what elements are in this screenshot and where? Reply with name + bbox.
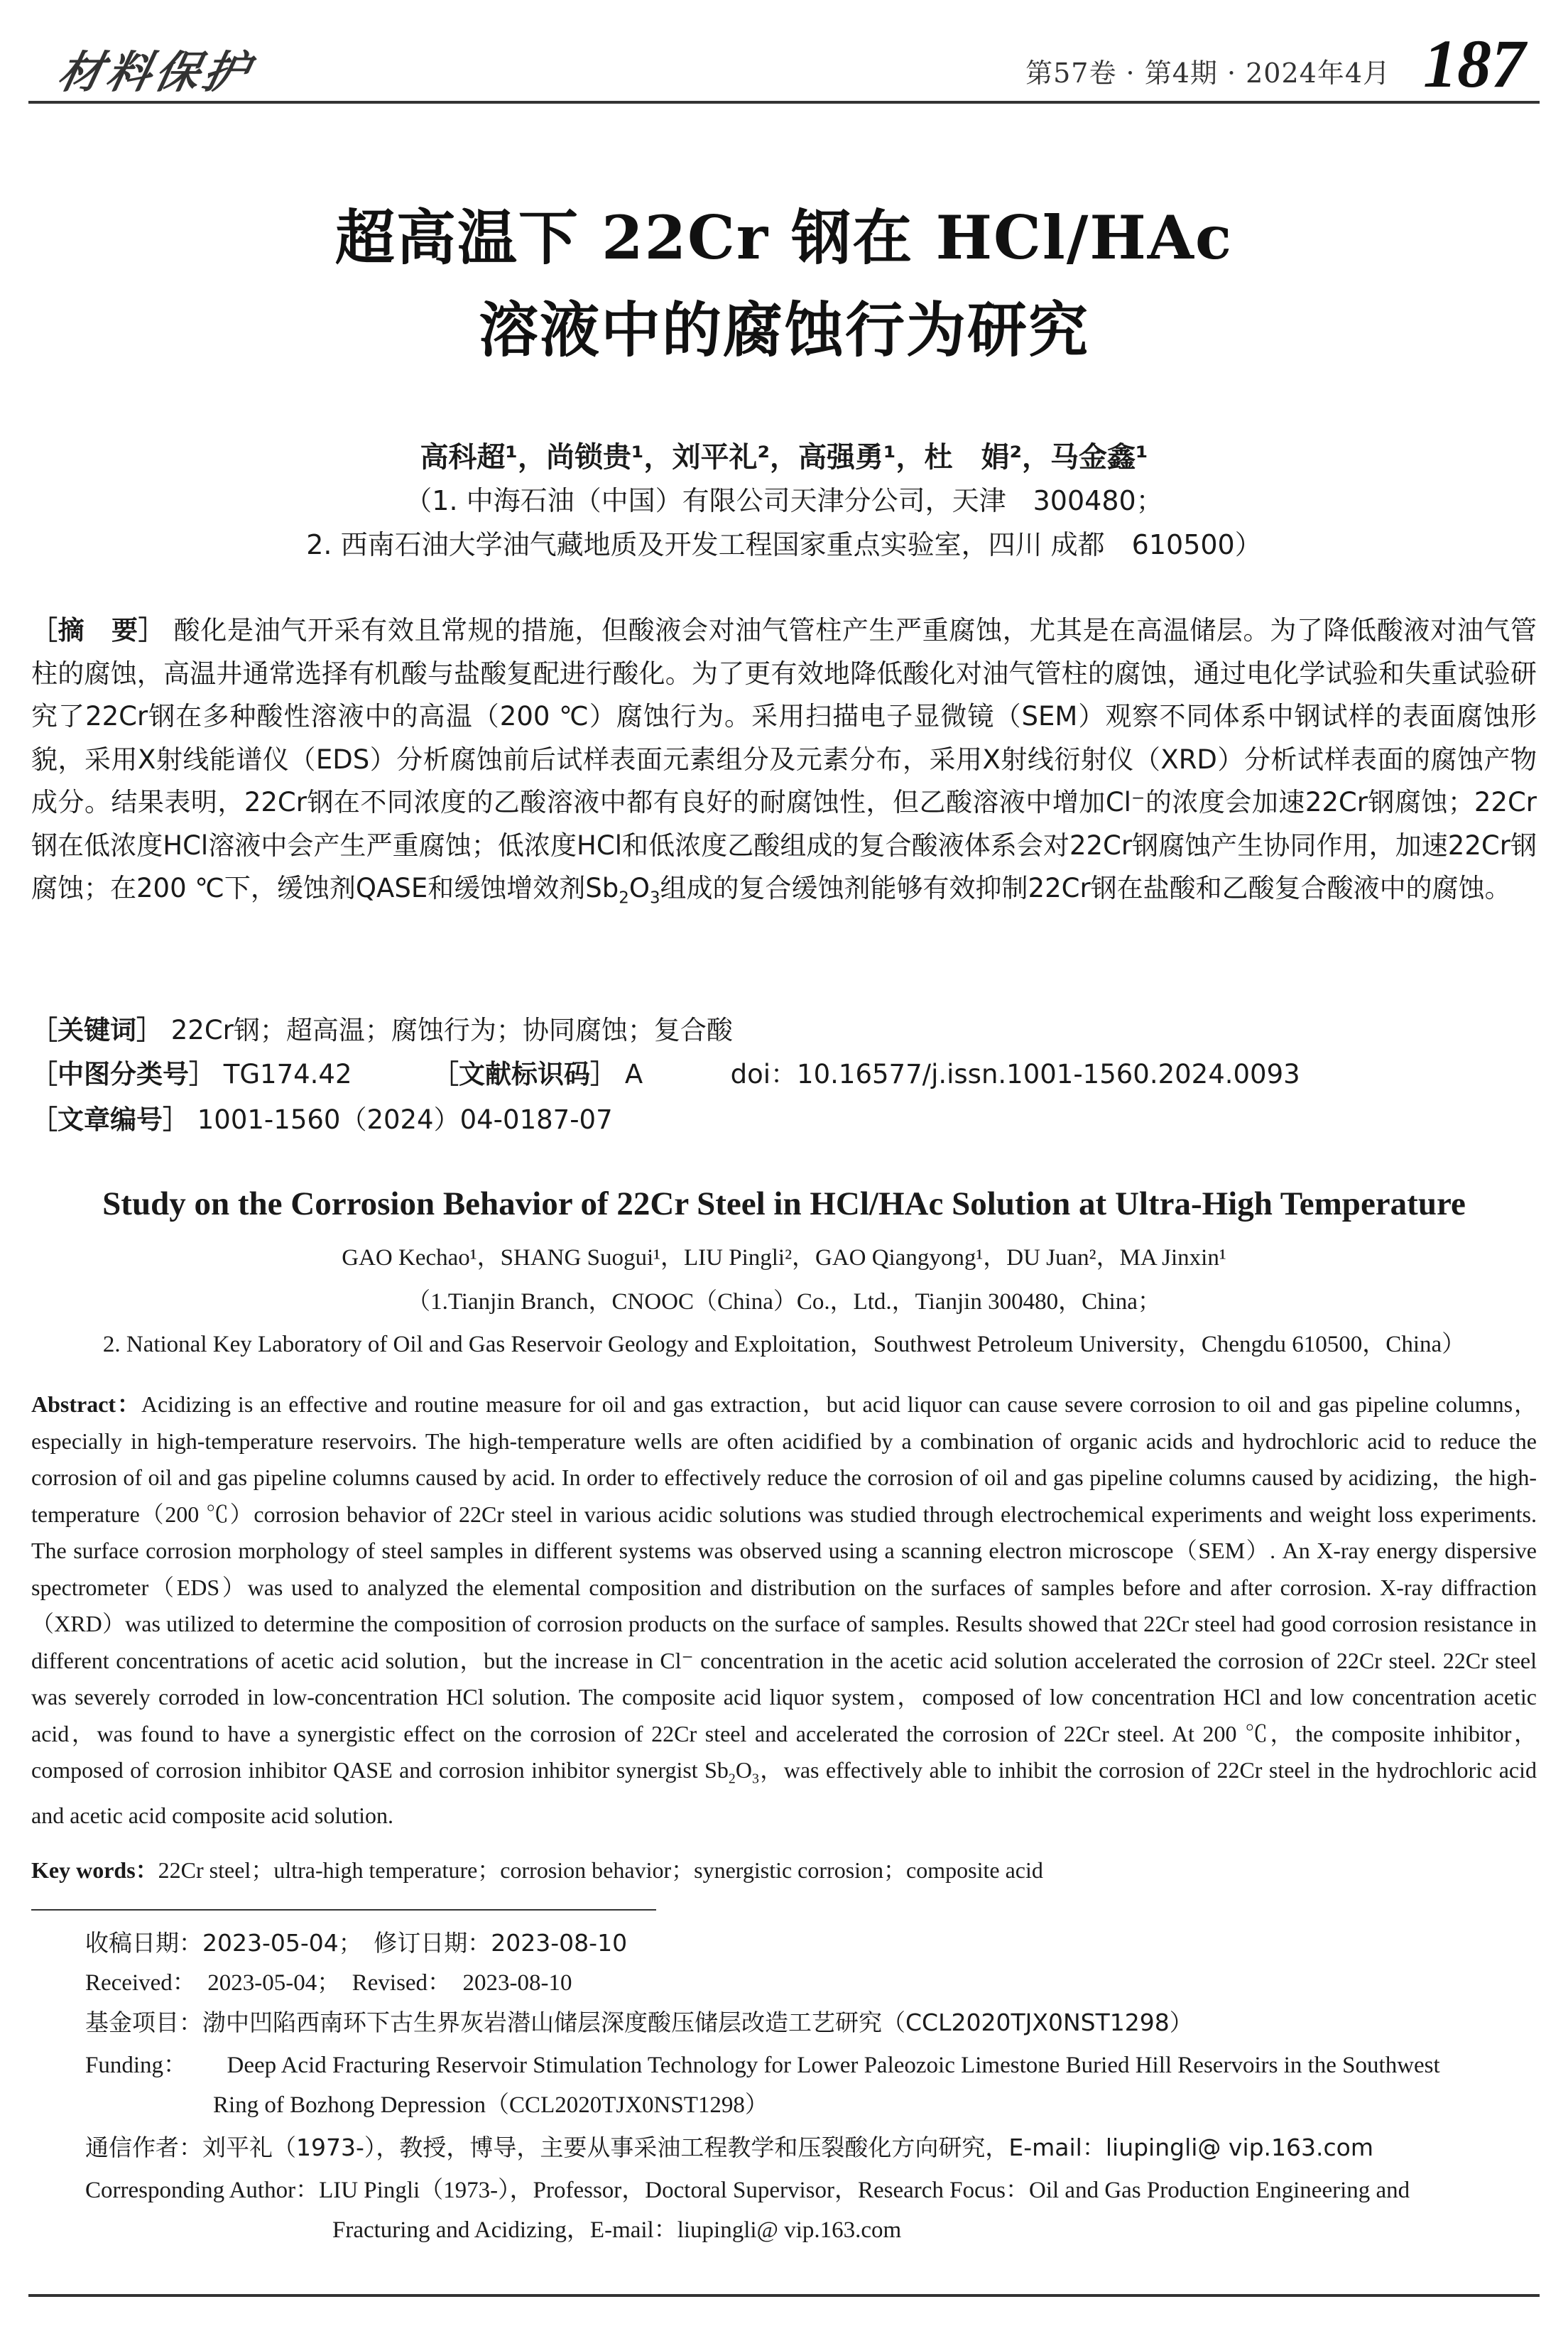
header-rule [28,101,1540,104]
affiliation-en-2: 2. National Key Laboratory of Oil and Gas Reservoir Geology and Exploitation，Southwest Petroleum University，Chengdu 610500，China） [102,1332,1466,1357]
affiliation-cn-2: 2. 西南石油大学油气藏地质及开发工程国家重点实验室，四川 成都 610500） [306,529,1262,560]
authors-cn: 高科超¹，尚锁贵¹，刘平礼²，高强勇¹，杜 娟²，马金鑫¹ [420,441,1148,474]
title-line-1: 超高温下 22Cr 钢在 HCl/HAc [334,202,1234,273]
abstract-cn-sub: 2 [619,889,629,908]
keywords-cn-text: 22Cr钢；超高温；腐蚀行为；协同腐蚀；复合酸 [170,1015,733,1045]
abstract-en-label: Abstract： [31,1391,141,1417]
footnote-received-en: Received： 2023-05-04； Revised： 2023-08-10 [85,1970,572,1996]
footnote-received-cn: 收稿日期：2023-05-04； 修订日期：2023-08-10 [85,1929,628,1957]
clc-label: ［中图分类号］ [31,1059,215,1090]
footnote-author-cn: 通信作者：刘平礼（1973-），教授，博导，主要从事采油工程教学和压裂酸化方向研究，E-mail：liupingli@ vip.163.com [85,2134,1374,2161]
footnote-funding-en [85,2045,1541,2085]
abstract-cn-mid: O [628,873,650,903]
funding-en-line-1: Deep Acid Fracturing Reservoir Stimulation Technology for Lower Paleozoic Limestone Buried Hill Reservoirs in the Southwest [227,2053,1440,2078]
title-en: Study on the Corrosion Behavior of 22Cr Steel in HCl/HAc Solution at Ultra-High Temperature [102,1185,1466,1222]
article-number-label: ［文章编号］ [31,1104,189,1135]
bottom-rule [28,2294,1540,2297]
journal-logo: 材料保护 [53,46,258,98]
abstract-en-sub: 2 [728,1771,736,1787]
abstract-cn [31,609,1537,920]
keywords-cn-label: ［关键词］ [31,1015,163,1045]
article-number-value: 1001-1560（2024）04-0187-07 [197,1104,613,1135]
clc-value: TG174.42 [223,1059,352,1090]
page-number: 187 [1423,26,1525,102]
abstract-en-text: Acidizing is an effective and routine measure for oil and gas extraction，but acid liquor can cause severe corrosion to oil and gas pipeline columns，especially in high-temperature reservoirs. The high-temperature wells are often acidified by a combination of organic acids and hydrochloric acid to reduce the corrosion of oil and gas pipeline columns caused by acid. In order to effectively reduce the corrosion of oil and gas pipeline columns caused by acidizing，the high-temperature（200 ℃）corrosion behavior of 22Cr steel in various acidic solutions was studied through electrochemical experiments and weight loss experiments. The surface corrosion morphology of steel samples in different systems was observed using a scanning electron microscope（SEM）. An X-ray energy dispersive spectrometer（EDS）was used to analyzed the elemental composition and distribution on the surfaces of samples before and after corrosion. X-ray diffraction（XRD）was utilized to determine the composition of corrosion products on the surface of samples. Results showed that 22Cr steel had good corrosion resistance in different concentrations of acetic acid solution，but the increase in Cl⁻ concentration in the acetic acid solution accelerated the corrosion of 22Cr steel. 22Cr steel was severely corroded in low-concentration HCl solution. The composite acid liquor system，composed of low concentration HCl and low concentration acetic acid，was found to have a synergistic effect on the corrosion of 22Cr steel and accelerated the corrosion of 22Cr steel. At 200 ℃，the composite inhibitor，composed of corrosion inhibitor QASE and corrosion inhibitor synergist Sb [31,1391,1537,1783]
footnote-funding-cn: 基金项目：渤中凹陷西南环下古生界灰岩潜山储层深度酸压储层改造工艺研究（CCL2020TJX0NST1298） [85,2009,1193,2036]
article-number [31,1098,1537,1136]
funding-en-label: Funding： [85,2053,187,2078]
abstract-cn-text-2: 组成的复合缓蚀剂能够有效抑制22Cr钢在盐酸和乙酸复合酸液中的腐蚀。 [660,873,1511,903]
abstract-cn-text: 酸化是油气开采有效且常规的措施，但酸液会对油气管柱产生严重腐蚀，尤其是在高温储层。为了降低酸液对油气管柱的腐蚀，高温井通常选择有机酸与盐酸复配进行酸化。为了更有效地降低酸化对油气管柱的腐蚀，通过电化学试验和失重试验研究了22Cr钢在多种酸性溶液中的高温（200 ℃）腐蚀行为。采用扫描电子显微镜（SEM）观察不同体系中钢试样的表面腐蚀形貌，采用X射线能谱仪（EDS）分析腐蚀前后试样表面元素组分及元素分布，采用X射线衍射仪（XRD）分析试样表面的腐蚀产物成分。结果表明，22Cr钢在不同浓度的乙酸溶液中都有良好的耐腐蚀性，但乙酸溶液中增加Cl⁻的浓度会加速22Cr钢腐蚀；22Cr钢在低浓度HCl溶液中会产生严重腐蚀；低浓度HCl和低浓度乙酸组成的复合酸液体系会对22Cr钢腐蚀产生协同作用，加速22Cr钢腐蚀；在200 ℃下，缓蚀剂QASE和缓蚀增效剂Sb [31,615,1537,903]
abstract-en-mid: O [735,1757,752,1783]
doc-code-value: A [624,1059,643,1090]
issue-info: 第57卷 · 第4期 · 2024年4月 [1025,58,1390,89]
footnote-author-en-1: Corresponding Author：LIU Pingli（1973-），Professor，Doctoral Supervisor，Research Focus：Oil and Gas Production Engineering and [85,2178,1410,2203]
footnote-funding-en-2: Ring of Bozhong Depression（CCL2020TJX0NST1298） [213,2092,768,2118]
doi[interactable]: doi：10.16577/j.issn.1001-1560.2024.0093 [730,1059,1300,1090]
doc-code-label: ［文献标识码］ [432,1059,617,1090]
footnote-author-en-2: Fracturing and Acidizing，E-mail：liupingli@ vip.163.com [332,2217,902,2243]
abstract-cn-sub2: 3 [649,889,660,908]
keywords-cn [31,1009,1537,1047]
keywords-en [31,1852,1537,1885]
title-line-2: 溶液中的腐蚀行为研究 [478,295,1089,365]
affiliation-en-1: （1.Tianjin Branch，CNOOC（China）Co.，Ltd.，Tianjin 300480，China； [407,1289,1161,1315]
abstract-en [31,1386,1537,1834]
authors-en: GAO Kechao¹，SHANG Suogui¹，LIU Pingli²，GAO Qiangyong¹，DU Juan²，MA Jinxin¹ [342,1245,1226,1271]
affiliation-cn-1: （1. 中海石油（中国）有限公司天津分公司，天津 300480； [405,485,1163,516]
abstract-en-sub2: 3 [751,1771,759,1787]
abstract-en-text-2: ，was effectively able to inhibit the corrosion of 22Cr steel in the hydrochloric acid and acetic acid composite acid solution. [31,1757,1537,1828]
abstract-cn-label: ［摘 要］ [31,615,165,646]
keywords-en-text: 22Cr steel；ultra-high temperature；corrosion behavior；synergistic corrosion；composite acid [158,1857,1043,1883]
footnote-rule [31,1909,656,1911]
keywords-en-label: Key words： [31,1857,158,1883]
classification [31,1053,1537,1091]
